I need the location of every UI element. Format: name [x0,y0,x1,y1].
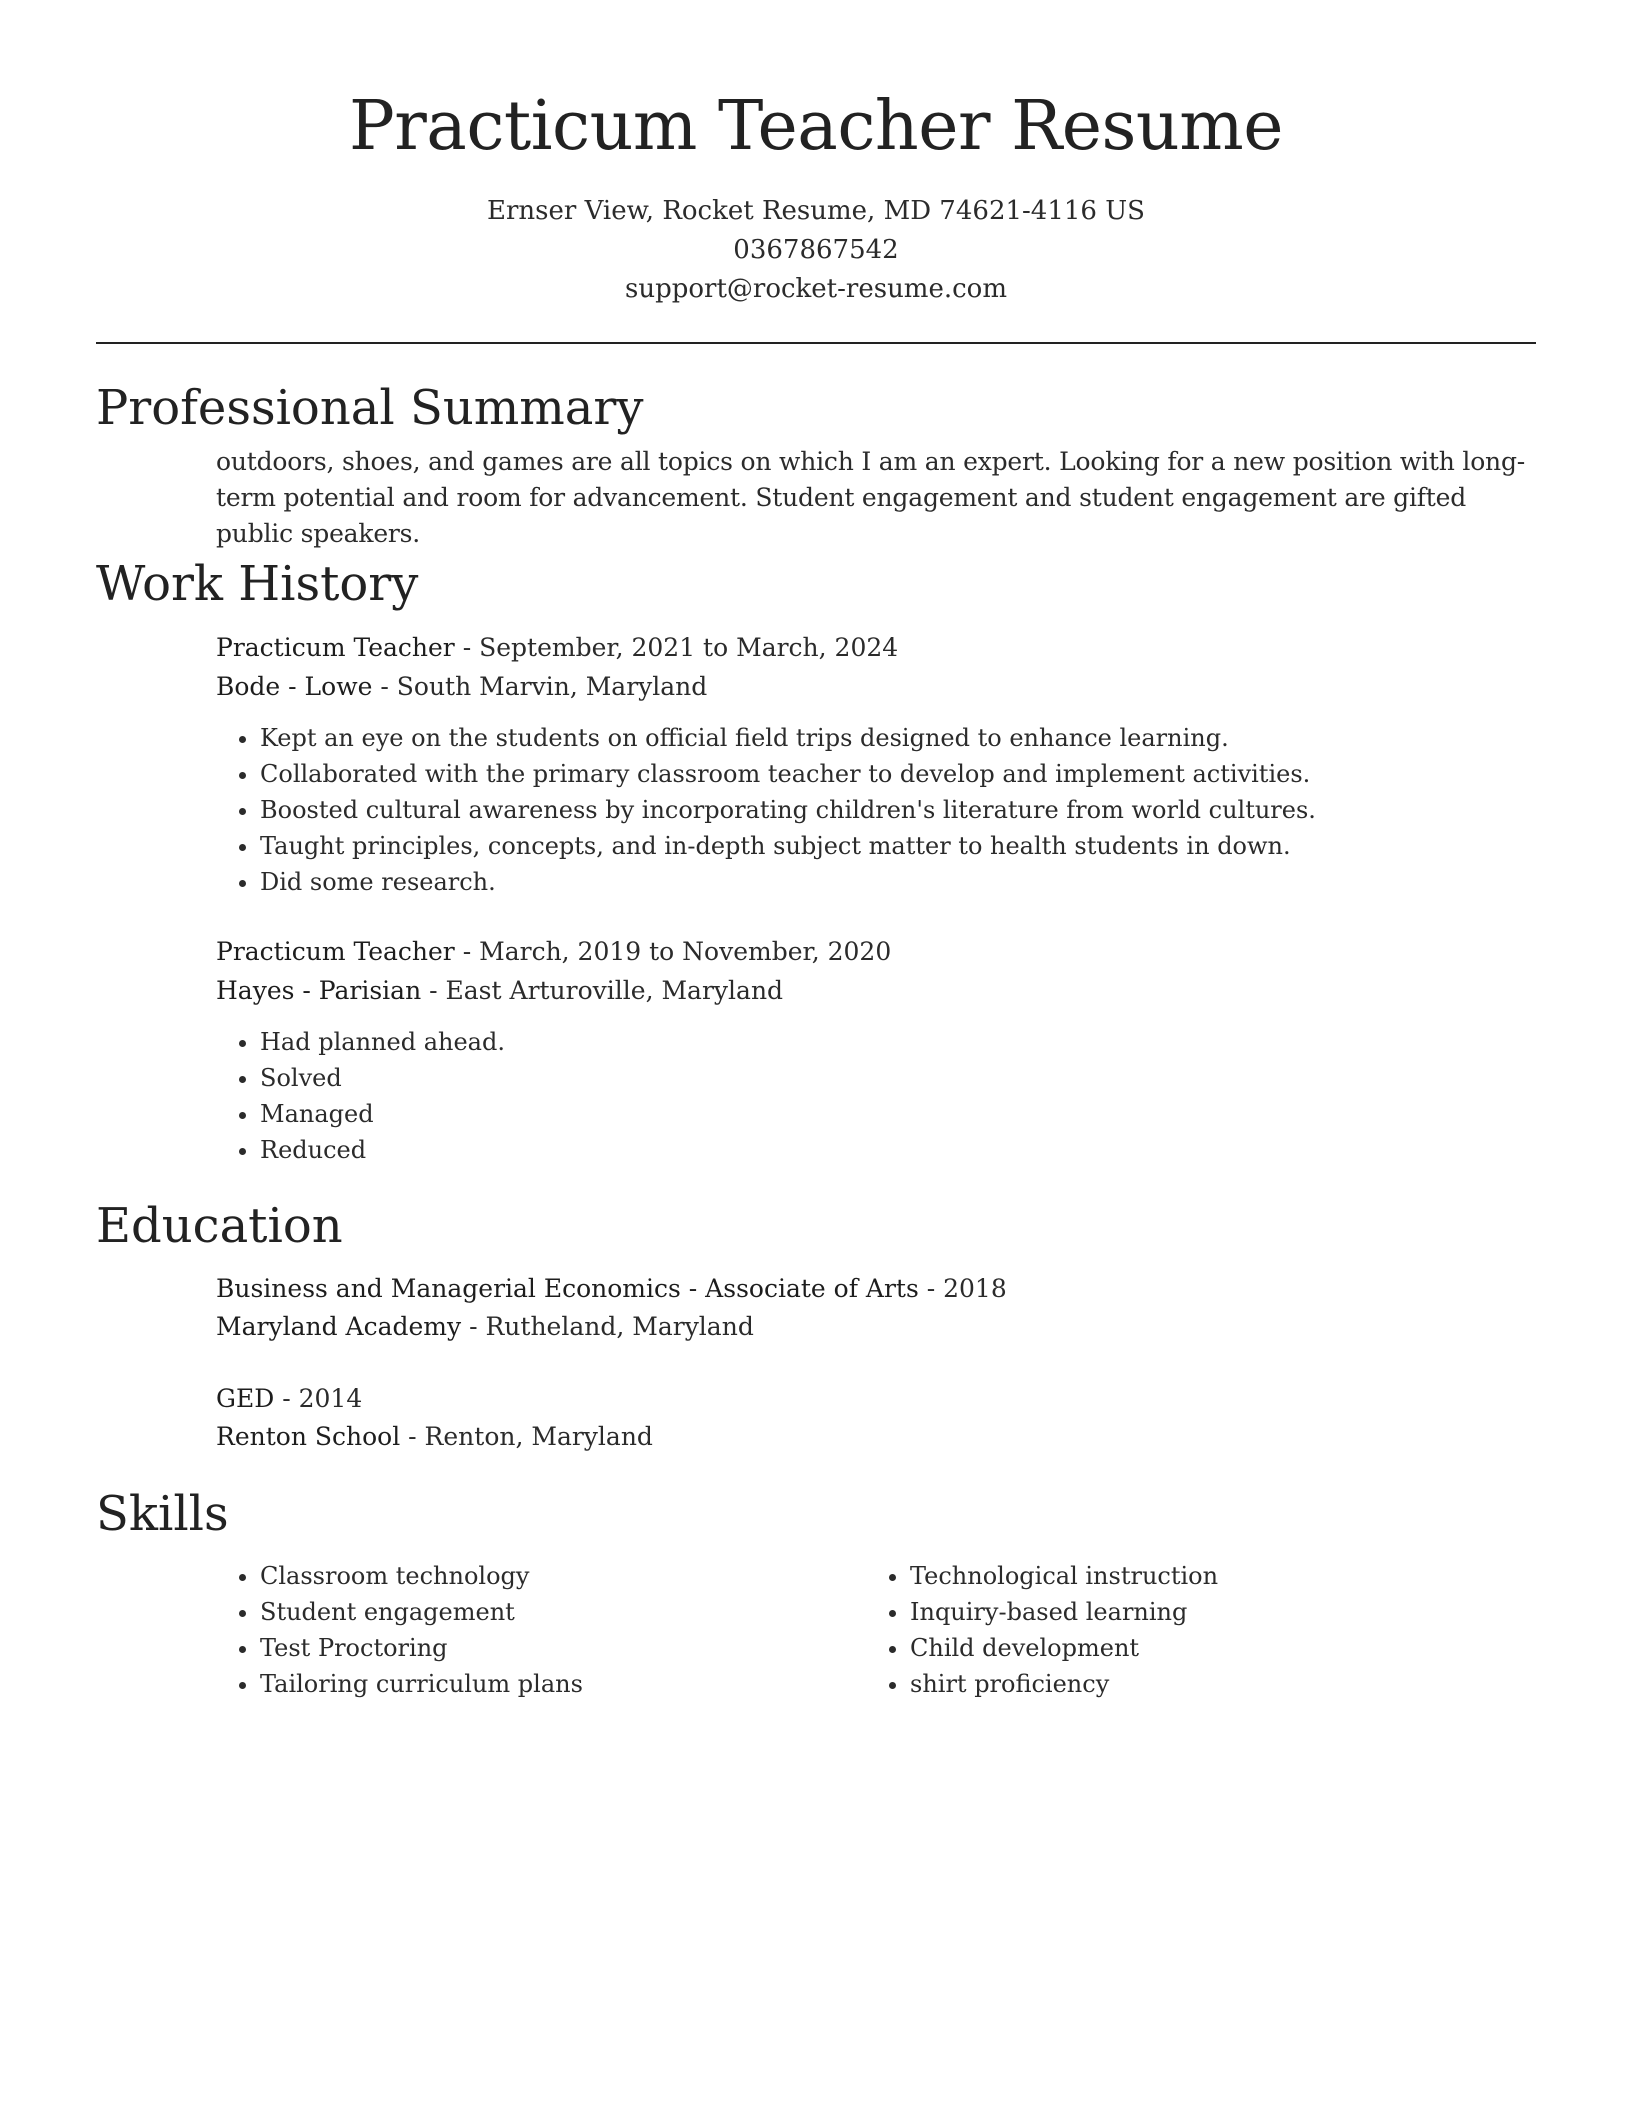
separator: - [372,672,397,701]
education-entry [216,1270,1536,1346]
separator: - [461,1312,486,1341]
education-location: Rutheland, Maryland [485,1312,754,1341]
list-item: • Did some research. [260,864,1536,900]
education-location: Renton, Maryland [424,1422,653,1451]
list-item: • Child development [910,1630,1516,1666]
education-field: GED [216,1384,275,1413]
education-school: Maryland Academy [216,1312,462,1341]
work-history-body [216,628,1536,1168]
education-year: 2014 [298,1384,363,1413]
list-item: • Test Proctoring [260,1630,866,1666]
resume-title: Practicum Teacher Resume [349,87,1283,166]
job-entry [216,932,1536,1168]
education-school: Renton School [216,1422,401,1451]
section-education [96,1196,1536,1456]
separator: - [400,1422,425,1451]
job-dates: September, 2021 to March, 2024 [479,633,899,662]
job-company: Bode - Lowe [216,672,373,701]
list-item: • Classroom technology [260,1558,866,1594]
job-title-line [216,628,1536,667]
separator: - [274,1384,299,1413]
education-degree-line [216,1270,1536,1308]
skills-list [216,1558,866,1702]
list-item: • Taught principles, concepts, and in-depth subject matter to health students in down. [260,828,1536,864]
separator: - [454,633,480,662]
list-item: • Reduced [260,1132,1536,1168]
job-title: Practicum Teacher [216,633,455,662]
education-school-line [216,1418,1536,1456]
education-heading: Education [96,1198,343,1254]
contact-email: support@rocket-resume.com [624,274,1007,304]
skills-heading: Skills [96,1486,229,1542]
skills-grid [216,1558,1536,1702]
job-location: South Marvin, Maryland [396,672,708,701]
job-dates: March, 2019 to November, 2020 [479,937,892,966]
list-item: • Solved [260,1060,1536,1096]
summary-text: outdoors, shoes, and games are all topics on which I am an expert. Looking for a new position with long-term potential and room for advancement. Student engagement and student engagement are gifted public speakers. [216,447,1525,548]
skills-list [866,1558,1516,1702]
skills-column-right [866,1558,1516,1702]
list-item: • Managed [260,1096,1536,1132]
summary-heading: Professional Summary [96,380,644,436]
list-item: • Inquiry-based learning [910,1594,1516,1630]
education-field: Business and Managerial Economics - Associate of Arts [216,1274,919,1303]
job-company-line [216,971,1536,1010]
contact-phone: 0367867542 [733,235,899,265]
education-year: 2018 [943,1274,1007,1303]
education-body [216,1270,1536,1456]
list-item: • Had planned ahead. [260,1024,1536,1060]
list-item: • Student engagement [260,1594,866,1630]
education-school-line [216,1308,1536,1346]
work-history-heading: Work History [96,556,419,612]
skills-body [216,1558,1536,1702]
section-skills [96,1484,1536,1702]
job-company-line [216,667,1536,706]
job-title: Practicum Teacher [216,937,455,966]
list-item: • shirt proficiency [910,1666,1516,1702]
job-bullets [216,1024,1536,1168]
header-divider [96,342,1536,344]
separator: - [454,937,480,966]
list-item: • Boosted cultural awareness by incorporating children's literature from world cultures. [260,792,1536,828]
skills-column-left [216,1558,866,1702]
section-summary [96,378,1536,552]
list-item: • Technological instruction [910,1558,1516,1594]
separator: - [421,976,446,1005]
contact-address: Ernser View, Rocket Resume, MD 74621-4116 US [487,196,1145,226]
section-work-history [96,554,1536,1168]
list-item: • Collaborated with the primary classroom teacher to develop and implement activities. [260,756,1536,792]
job-entry [216,628,1536,900]
education-entry [216,1380,1536,1456]
job-title-line [216,932,1536,971]
education-degree-line [216,1380,1536,1418]
job-bullets [216,720,1536,900]
resume-header [0,0,1632,309]
job-location: East Arturoville, Maryland [445,976,784,1005]
contact-info [0,192,1632,309]
list-item: • Kept an eye on the students on official field trips designed to enhance learning. [260,720,1536,756]
job-company: Hayes - Parisian [216,976,422,1005]
separator: - [918,1274,944,1303]
list-item: • Tailoring curriculum plans [260,1666,866,1702]
